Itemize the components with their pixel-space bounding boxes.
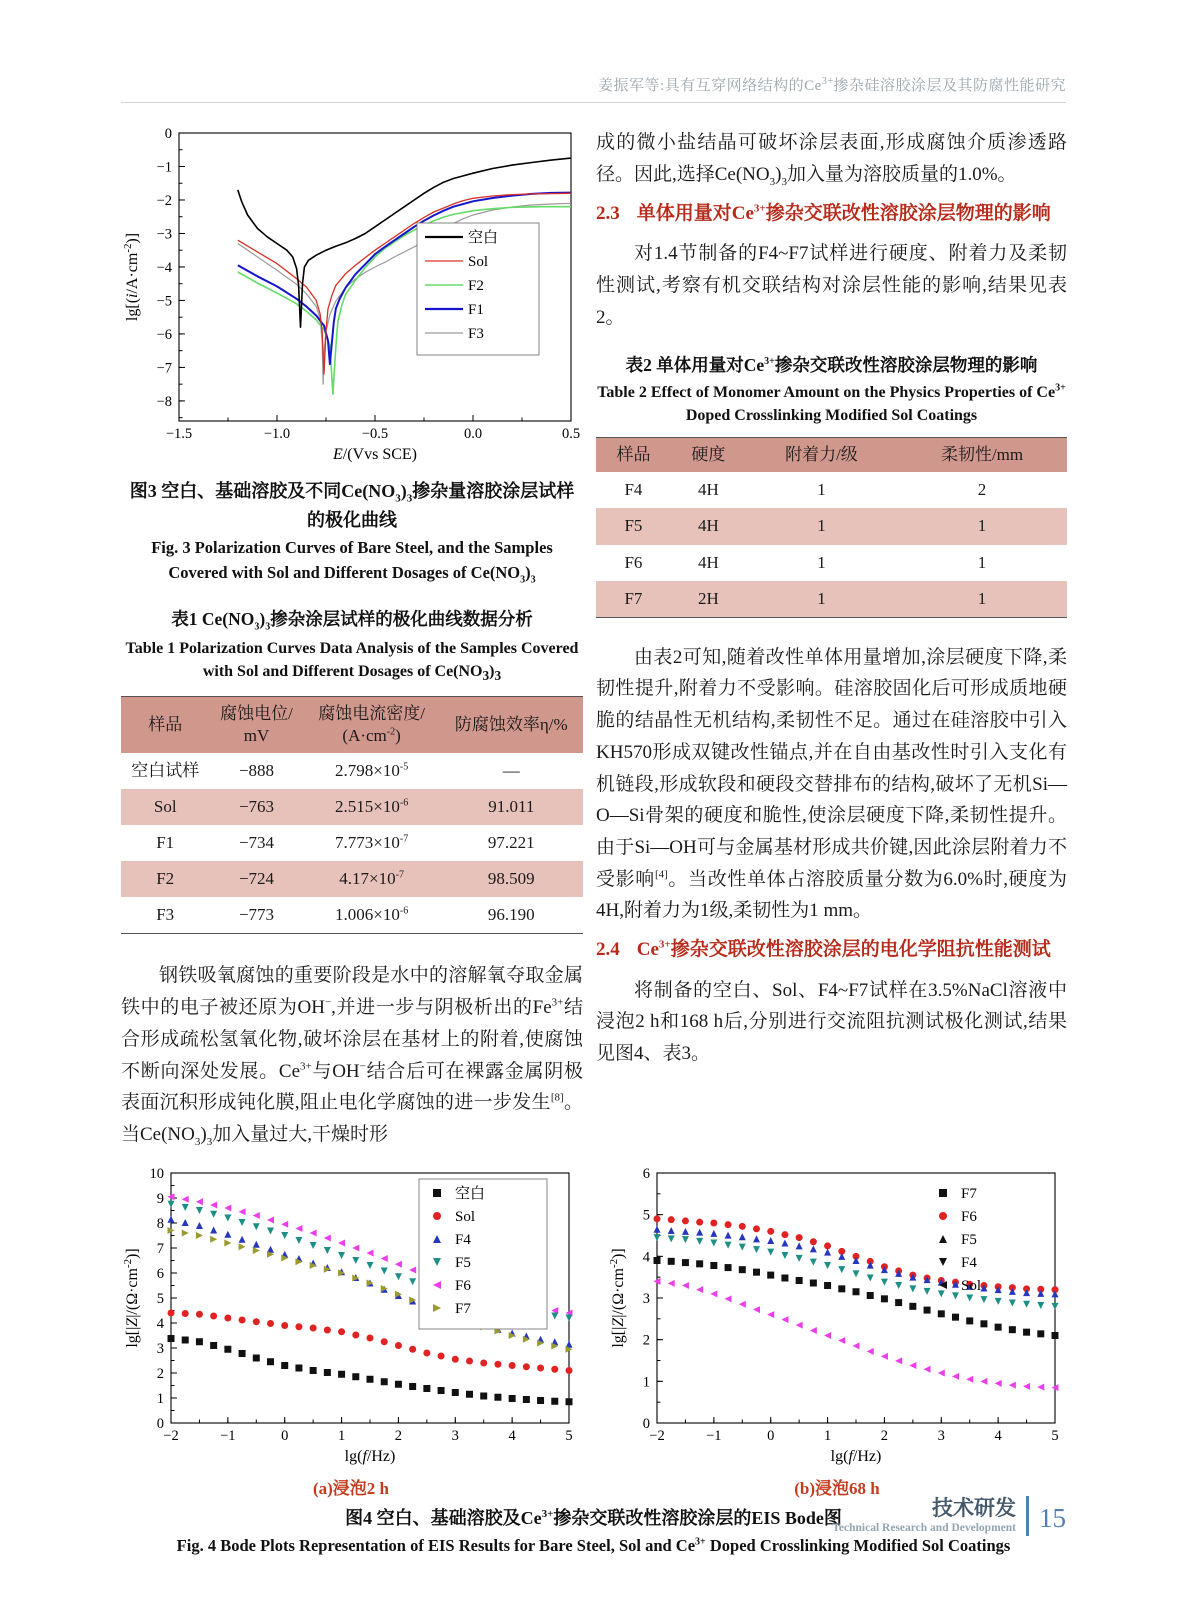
- bode2h-chart-svg: [121, 1165, 581, 1467]
- svg-text:F7: F7: [455, 1301, 471, 1318]
- svg-text:Sol: Sol: [455, 1209, 476, 1226]
- svg-text:9: 9: [156, 1191, 164, 1208]
- table2-caption-cn: 表2 单体用量对$Ce^{3+}$掺杂交联改性溶胶涂层物理的影响: [625, 355, 1038, 376]
- svg-text:3: 3: [451, 1428, 459, 1445]
- section-2-3-title: 单体用量对$Ce^{3+}$掺杂交联改性溶胶涂层物理的影响: [636, 202, 1051, 224]
- svg-text:F5: F5: [961, 1232, 977, 1249]
- footer-labels: [832, 1496, 1029, 1536]
- table-cell: 1: [897, 581, 1067, 618]
- table-cell: 4H: [671, 508, 746, 544]
- svg-text:−1.0: −1.0: [263, 426, 291, 442]
- table-header-cell: 附着力/级: [746, 438, 897, 473]
- table-cell: 1: [897, 508, 1067, 544]
- table-header-cell: 样品: [121, 696, 209, 753]
- footer-section-en: Technical Research and Development: [832, 1522, 1016, 1535]
- figure3-caption-cn: 图3 空白、基础溶胶及不同$Ce(NO_3)_3$掺杂量溶胶涂层试样的极化曲线: [129, 481, 575, 531]
- svg-text:−2: −2: [156, 192, 172, 209]
- figure4-bode-168h-chart: [607, 1165, 1067, 1472]
- table-cell: 4H: [697, 552, 719, 572]
- table-row: [596, 472, 1067, 508]
- figure4-caption-en: Fig. 4 Bode Plots Representation of EIS Results for Bare Steel, Sol and $Ce^{3+}$ Doped Crosslinking Modified Sol Coatings: [176, 1536, 1011, 1556]
- figure4-subcaption-b: (b)浸泡68 h: [794, 1479, 880, 1499]
- fig3-chart-ylabel: $\lg[(i/A\cdot cm^{-2})]$: [121, 232, 141, 322]
- svg-text:−0.5: −0.5: [361, 426, 389, 442]
- table-cell: F6: [624, 552, 643, 572]
- table2-caption-en: Table 2 Effect of Monomer Amount on the Physics Properties of $Ce^{3+}$ Doped Crosslinking Modified Sol Coatings: [597, 382, 1066, 425]
- table-cell: 97.221: [487, 833, 535, 853]
- figure4-subcaption-a: (a)浸泡2 h: [312, 1479, 390, 1499]
- table-cell: 2: [977, 480, 987, 500]
- svg-text:5: 5: [1051, 1428, 1059, 1445]
- svg-text:1: 1: [823, 1428, 832, 1445]
- table-row: [596, 545, 1067, 581]
- table-cell: F3: [156, 905, 175, 925]
- svg-text:3: 3: [937, 1428, 945, 1445]
- table-row: [121, 861, 583, 897]
- svg-text:空白: 空白: [468, 230, 499, 246]
- svg-text:−5: −5: [156, 293, 172, 310]
- svg-text:−6: −6: [156, 326, 172, 343]
- table-row: [121, 789, 583, 825]
- svg-text:1: 1: [337, 1428, 346, 1445]
- section-2-4-heading: [596, 935, 1067, 964]
- svg-text:F7: F7: [961, 1186, 977, 1203]
- svg-text:2: 2: [880, 1428, 889, 1445]
- svg-text:8: 8: [156, 1216, 164, 1233]
- svg-text:−8: −8: [156, 393, 172, 410]
- svg-text:5: 5: [642, 1207, 650, 1224]
- table-cell: F5: [596, 508, 671, 544]
- svg-text:−1.5: −1.5: [165, 426, 193, 442]
- svg-text:0: 0: [767, 1428, 775, 1445]
- figure4-charts-row: [121, 1165, 1066, 1499]
- svg-text:−1: −1: [156, 159, 172, 176]
- figure4-bode-2h-chart: [121, 1165, 581, 1472]
- table-cell: −763: [209, 789, 303, 825]
- svg-text:F6: F6: [455, 1278, 471, 1295]
- section-2-4-title: $Ce^{3+}$掺杂交联改性溶胶涂层的电化学阻抗性能测试: [636, 938, 1051, 961]
- svg-text:2: 2: [642, 1332, 650, 1349]
- table-cell: −724: [209, 861, 303, 897]
- section-2-3-paragraph: 对1.4节制备的F4~F7试样进行硬度、附着力及柔韧性测试,考察有机交联结构对涂层性能的影响,结果见表2。: [596, 243, 1067, 328]
- svg-text:−1: −1: [706, 1428, 722, 1445]
- table-row: [596, 508, 1067, 544]
- table-cell: 98.509: [440, 861, 583, 897]
- left-column: [121, 127, 583, 1151]
- svg-text:4: 4: [508, 1428, 516, 1445]
- table1: [121, 696, 583, 935]
- svg-text:−4: −4: [156, 259, 172, 276]
- svg-text:Sol: Sol: [468, 254, 489, 270]
- table-header-cell: 样品: [596, 438, 671, 473]
- table-row: [596, 581, 1067, 618]
- table-header-cell: 柔韧性/mm: [897, 438, 1067, 473]
- svg-text:空白: 空白: [455, 1186, 486, 1203]
- svg-text:10: 10: [149, 1166, 164, 1183]
- section-2-3-number: 2.3: [596, 202, 620, 224]
- figure4-right-cell: [607, 1165, 1067, 1499]
- svg-text:Sol: Sol: [961, 1278, 982, 1295]
- svg-text:0.5: 0.5: [561, 426, 581, 442]
- table-header-row: [121, 696, 583, 753]
- svg-text:−2: −2: [649, 1428, 665, 1445]
- table-cell: F1: [156, 833, 175, 853]
- table-cell: $1.006\times 10^{-6}$: [335, 905, 409, 925]
- paragraph-after-table2: 由表2可知,随着改性单体用量增加,涂层硬度下降,柔韧性提升,附着力不受影响。硅溶胶固化后可形成质地硬脆的结晶性无机结构,柔韧性不足。通过在硅溶胶中引入KH570形成双键改性锚点,并在自由基改性时引入支化有机链段,形成软段和硬段交替排布的结构,破坏了无机Si—O—Si骨架的硬度和脆性,使涂层硬度下降,柔韧性提升。由于Si—OH可与金属基材形成共价键,因此涂层附着力不受影响[4]。当改性单体占溶胶质量分数为6.0%时,硬度为4H,附着力为1级,柔韧性为1 mm。: [596, 646, 1067, 922]
- table-cell: F4: [624, 480, 643, 500]
- bode2h-chart-ylabel: $\lg[|Z|/(\Omega\cdot cm^{-2})]$: [121, 1248, 141, 1348]
- svg-text:7: 7: [156, 1241, 164, 1258]
- fig3-chart-legend: [417, 223, 539, 355]
- table-cell: −773: [238, 905, 275, 925]
- page-footer: [832, 1496, 1066, 1536]
- table-cell: $7.773\times 10^{-7}$: [335, 833, 409, 853]
- running-header: 姜振军等:具有互穿网络结构的$Ce^{3+}$掺杂硅溶胶涂层及其防腐性能研究: [598, 76, 1066, 94]
- table-header-cell: 防腐蚀效率η/%: [440, 696, 583, 753]
- table-cell: 1: [746, 581, 897, 618]
- svg-text:6: 6: [156, 1266, 164, 1283]
- svg-text:−1: −1: [220, 1428, 236, 1445]
- table-header-cell: 硬度: [671, 438, 746, 473]
- svg-text:F2: F2: [468, 278, 484, 294]
- svg-text:3: 3: [156, 1341, 164, 1358]
- section-2-4-paragraph: 将制备的空白、Sol、F4~F7试样在3.5%NaCl溶液中浸泡2 h和168 h后,分别进行交流阻抗测试极化测试,结果见图4、表3。: [596, 979, 1067, 1065]
- figure3-polarization-chart: [121, 127, 583, 470]
- table-row: [121, 897, 583, 934]
- page-number: 15: [1039, 1502, 1066, 1533]
- figure4-caption-cn: 图4 空白、基础溶胶及$Ce^{3+}$掺杂交联改性溶胶涂层的EIS Bode图: [345, 1508, 842, 1529]
- table-header-cell: 腐蚀电流密度/ $(A\cdot cm^{-2})$: [304, 696, 440, 753]
- fig3-chart-svg: [121, 127, 583, 465]
- svg-text:F1: F1: [468, 302, 484, 318]
- bode2h-chart-xlabel: lg(f/Hz): [344, 1448, 396, 1466]
- table-cell: $2.798\times 10^{-5}$: [335, 761, 409, 781]
- svg-text:5: 5: [565, 1428, 573, 1445]
- table1-caption-en: Table 1 Polarization Curves Data Analysis of the Samples Covered with Sol and Different Dosages of $Ce(NO_3)_3$: [125, 640, 579, 684]
- svg-text:0.0: 0.0: [463, 426, 483, 442]
- svg-text:0: 0: [164, 127, 172, 142]
- svg-text:−7: −7: [156, 360, 172, 377]
- svg-text:F6: F6: [961, 1209, 977, 1226]
- table-row: [121, 753, 583, 789]
- bode168h-chart-ylabel: $\lg[|Z|/(\Omega\cdot cm^{-2})]$: [607, 1248, 627, 1348]
- table-header-cell: 腐蚀电位/ mV: [209, 696, 303, 753]
- table-cell: 91.011: [440, 789, 583, 825]
- svg-text:−2: −2: [163, 1428, 179, 1445]
- svg-text:4: 4: [156, 1316, 164, 1333]
- figure4-left-cell: [121, 1165, 581, 1499]
- svg-text:1: 1: [156, 1391, 164, 1408]
- svg-text:6: 6: [642, 1166, 650, 1183]
- table-cell: Sol: [121, 789, 209, 825]
- table-cell: −888: [238, 761, 275, 781]
- table-header-row: [596, 438, 1067, 473]
- table-cell: 1: [746, 508, 897, 544]
- footer-section-cn: 技术研发: [932, 1496, 1016, 1520]
- two-column-body: [121, 127, 1066, 1151]
- table1-caption-cn: 表1 $Ce(NO_3)_3$掺杂涂层试样的极化曲线数据分析: [171, 609, 533, 633]
- table-cell: 4H: [697, 480, 719, 500]
- section-2-3-heading: [596, 199, 1067, 228]
- table-cell: $4.17\times 10^{-7}$: [304, 861, 440, 897]
- svg-text:4: 4: [642, 1249, 650, 1266]
- table-cell: F2: [121, 861, 209, 897]
- right-column: [596, 127, 1067, 1151]
- table-cell: 空白试样: [131, 761, 200, 781]
- svg-text:1: 1: [642, 1374, 650, 1391]
- svg-text:F5: F5: [455, 1255, 471, 1272]
- svg-text:F3: F3: [468, 326, 484, 342]
- right-paragraph-continuation: 成的微小盐结晶可破坏涂层表面,形成腐蚀介质渗透路径。因此,选择$Ce(NO_3)_3$加入量为溶胶质量的1.0%。: [596, 132, 1067, 188]
- bode168h-chart-xlabel: lg(f/Hz): [830, 1448, 882, 1466]
- table-cell: 96.190: [487, 905, 535, 925]
- bode2h-chart-legend: [419, 1179, 547, 1329]
- left-paragraph: 钢铁吸氧腐蚀的重要阶段是水中的溶解氧夺取金属铁中的电子被还原为OH−,并进一步与阴极析出的$Fe^{3+}$结合形成疏松氢氧化物,破坏涂层在基材上的附着,使腐蚀不断向深处发展。$Ce^{3+}$与OH−结合后可在裸露金属阴极表面沉积形成钝化膜,阻止电化学腐蚀的进一步发生[8]。当$Ce(NO_3)_3$加入量过大,干燥时形: [121, 965, 583, 1148]
- svg-text:0: 0: [642, 1416, 650, 1433]
- svg-text:4: 4: [994, 1428, 1002, 1445]
- table-cell: −734: [238, 833, 275, 853]
- bode168h-chart-svg: [607, 1165, 1067, 1467]
- svg-text:F4: F4: [455, 1232, 471, 1249]
- table-row: [121, 825, 583, 861]
- table-cell: 2H: [671, 581, 746, 618]
- svg-text:0: 0: [156, 1416, 164, 1433]
- header-divider: [121, 102, 1066, 103]
- table-cell: 1: [817, 552, 826, 572]
- fig3-chart-xlabel: E/(Vvs SCE): [332, 446, 418, 463]
- table-cell: —: [502, 761, 520, 781]
- svg-text:3: 3: [642, 1291, 650, 1308]
- table-cell: $2.515\times 10^{-6}$: [304, 789, 440, 825]
- figure3-caption-en: Fig. 3 Polarization Curves of Bare Steel, and the Samples Covered with Sol and Different Dosages of $Ce(NO_3)_3$: [151, 538, 553, 586]
- table-cell: F7: [596, 581, 671, 618]
- svg-text:5: 5: [156, 1291, 164, 1308]
- svg-text:F4: F4: [961, 1255, 977, 1272]
- table-cell: 1: [817, 480, 826, 500]
- table-cell: 1: [977, 552, 987, 572]
- svg-text:0: 0: [281, 1428, 289, 1445]
- svg-text:2: 2: [156, 1366, 164, 1383]
- svg-text:−3: −3: [156, 226, 172, 243]
- table2: [596, 437, 1067, 617]
- section-2-4-number: 2.4: [596, 939, 620, 961]
- svg-text:2: 2: [394, 1428, 403, 1445]
